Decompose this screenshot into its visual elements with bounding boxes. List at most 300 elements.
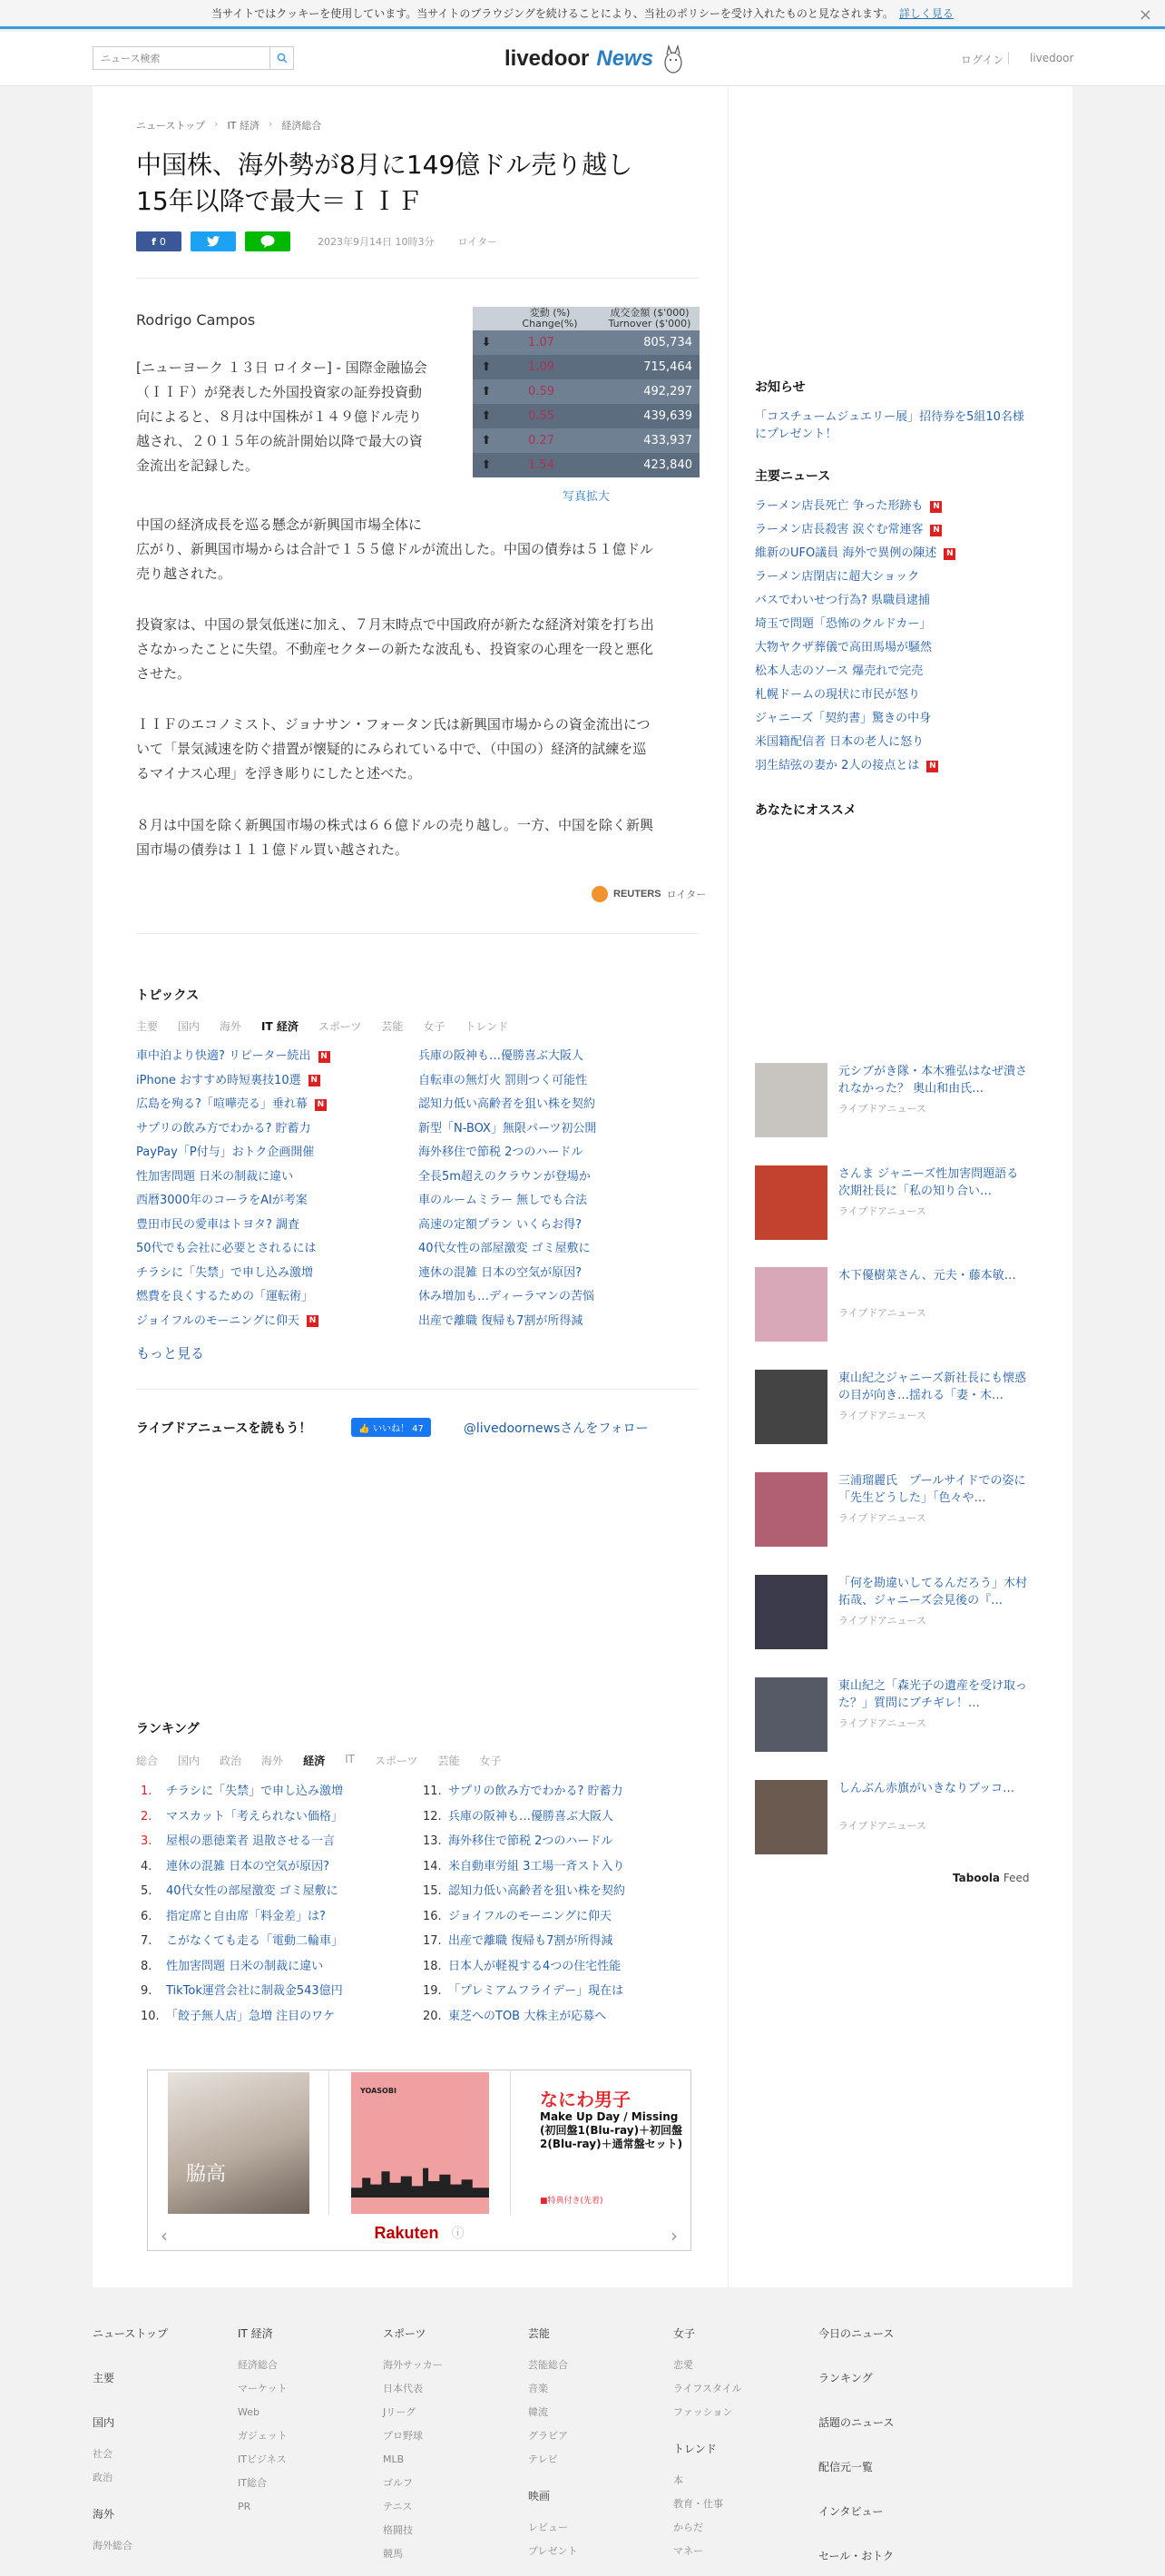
article-photo[interactable] [473,307,700,477]
footer-link[interactable]: IT 経済 [238,2327,273,2340]
footer-link[interactable]: 女子 [673,2327,696,2340]
rank-number: 6. [141,1909,152,1923]
ranking-title-text: チラシに「失禁」で申し込み激増 [166,1785,344,1798]
new-badge: N [318,1051,330,1063]
arrow-up-icon: ⬆ [481,409,492,423]
topic-item[interactable]: 高速の定額プラン いくらお得? [418,1217,582,1232]
new-badge: N [944,548,955,560]
ranking-item[interactable] [423,1954,625,1980]
news-title: ラーメン店長殺害 涙ぐむ常連客 [755,523,924,536]
card-title: 木下優樹菜さん、元夫・藤本敏… [838,1269,1016,1283]
topics-list-left [136,1045,330,1333]
paragraph-line: させた。 [136,665,191,682]
follow-row [136,1418,649,1437]
card-title: 元シブがき隊・本木雅弘はなぜ潰されなかった？ 奥山和由氏… [838,1065,1028,1096]
footer-link[interactable]: 海外総合 [93,2540,132,2551]
topics-tabs [136,1018,508,1034]
rank-number: 17. [423,1934,442,1948]
card-title: 三浦瑠麗氏 プールサイドでの姿に「先生どうした」「色々や… [838,1474,1026,1505]
article-paragraph [136,613,708,686]
topic-item[interactable]: 新型「N-BOX」無限パーツ初公開 [418,1121,597,1136]
taboola-feed-label[interactable] [953,1872,1030,1884]
product-2-title: YOASOBI [360,2087,396,2095]
ranking-title-text: TikTok運営会社に制裁金543億円 [166,1984,343,1998]
reuters-label: ロイター [666,889,707,900]
photo-turnover: 715,464 [643,360,692,374]
topic-title: ジョイフルのモーニングに仰天 [136,1313,300,1328]
recommend-card[interactable] [755,1677,1027,1752]
product-image [351,2072,489,2214]
topic-title: 50代でも会社に必要とされるには [136,1242,317,1255]
recommend-card[interactable] [755,1063,1027,1137]
footer-link[interactable]: ゴルフ [383,2477,413,2489]
footer-column [238,2325,288,2519]
footer-link[interactable]: マーケット [238,2383,288,2394]
paragraph-line: さなかったことに失望。不動産セクターの新たな波乱も、投資家の心理を一段と悪化 [136,641,653,657]
tab-ranking-all[interactable]: 総合 [136,1755,159,1767]
topic-item[interactable]: 認知力低い高齢者を狙い株を契約 [418,1097,596,1111]
rank-number: 18. [423,1959,442,1973]
photo-table-row [473,428,700,453]
photo-turnover: 805,734 [643,336,692,349]
facebook-count: 0 [159,235,166,248]
recommend-card[interactable] [755,1575,1027,1649]
footer-link[interactable]: 今日のニュース [818,2327,895,2340]
paragraph-line: ＩＩＦのエコノミスト、ジョナサン・フォータン氏は新興国市場からの資金流出につ [136,716,651,732]
footer-link[interactable]: インタビュー [818,2505,884,2518]
footer-link[interactable]: セール・おトク [818,2550,895,2562]
footer-link[interactable]: ランキング [818,2372,873,2384]
ranking-item[interactable] [423,1904,625,1930]
paragraph-line: 国市場の債券は１１１億ドル買い越された。 [136,841,409,858]
ranking-item[interactable] [423,1929,625,1954]
ranking-item[interactable] [423,2004,625,2030]
ranking-item[interactable] [141,1879,343,1904]
new-badge: N [930,525,942,536]
paragraph-line: 広がり、新興国市場からは合計で１５５億ドルが流出した。中国の債券は５１億ドル [136,541,654,557]
photo-turnover: 492,297 [643,385,692,398]
news-title: バスでわいせつ行為? 県職員逮捕 [755,594,931,607]
footer-link[interactable]: プロ野球 [383,2430,423,2442]
topic-item[interactable] [136,1045,330,1069]
info-icon[interactable]: ⓘ [451,2227,465,2241]
reuters-credit [592,886,706,902]
main-news-item[interactable] [755,731,955,754]
new-badge: N [930,501,942,513]
tab-topics-women[interactable]: 女子 [423,1020,445,1033]
photo-change: 1.09 [528,360,554,374]
footer-column [93,2325,168,2558]
topic-item[interactable]: 連休の混雑 日本の空気が原因? [418,1265,582,1280]
topic-item[interactable]: 休み増加も…ディーラマンの苦悩 [418,1290,594,1303]
reuters-logo-text: REUTERS [613,889,661,900]
photo-table-row [473,379,700,404]
topic-item[interactable] [136,1069,330,1094]
photo-enlarge-link[interactable]: 写真拡大 [562,490,610,504]
topic-item[interactable]: 車のルームミラー 無しでも合法 [418,1194,588,1207]
topic-title: チラシに「失禁」で申し込み激増 [136,1265,314,1280]
tab-ranking-entertainment[interactable]: 芸能 [437,1755,460,1767]
twitter-share-button[interactable] [191,231,236,251]
paragraph-line: るマイナス心理」を浮き彫りにしたと述べた。 [136,765,422,782]
topic-item[interactable] [136,1165,330,1190]
footer-link[interactable]: 韓流 [528,2406,548,2418]
footer-link[interactable]: ライフスタイル [673,2383,742,2394]
ranking-item[interactable] [141,2004,343,2030]
paragraph-line: 中国の経済成長を巡る懸念が新興国市場全体に [136,516,423,533]
ranking-item[interactable] [423,1779,625,1804]
tab-ranking-it[interactable]: IT [345,1753,355,1765]
footer-link[interactable]: 恋愛 [673,2359,693,2371]
article-paragraph [136,513,708,586]
card-source: ライブドアニュース [838,1307,926,1319]
main-news-item[interactable] [755,683,955,707]
ranking-tabs [136,1753,502,1768]
article-paragraph [136,813,708,862]
rank-number: 13. [423,1834,442,1848]
news-title: ラーメン店長死亡 争った形跡も [755,499,924,513]
article-author: Rodrigo Campos [136,311,256,329]
divider [136,1389,699,1390]
tab-topics-domestic[interactable]: 国内 [178,1020,201,1033]
card-title: 東山紀之「森光子の遺産を受け取った？」質問にブチギレ！… [838,1679,1028,1710]
recommend-title: あなたにオススメ [755,803,857,818]
rank-number: 3. [141,1834,152,1848]
card-source: ライブドアニュース [838,1103,926,1115]
cookie-details-link[interactable]: 詳しく見る [898,7,954,20]
main-news-item[interactable] [755,636,955,660]
photo-turnover: 423,840 [643,458,692,472]
topic-title: iPhone おすすめ時短裏技10選 [136,1073,301,1087]
topic-item[interactable] [136,1117,330,1142]
news-title: 松本人志のソース 爆売れで完売 [755,664,924,678]
ranking-title-text: 40代女性の部屋激変 ゴミ屋敷に [166,1884,338,1898]
arrow-up-icon: ⬆ [481,458,492,472]
ranking-item[interactable] [423,1879,625,1904]
site-logo[interactable] [504,44,686,74]
rank-number: 20. [423,2009,442,2023]
photo-change: 0.27 [528,434,554,447]
product-3-title: なにわ男子 [540,2089,631,2110]
recommend-card[interactable] [755,1780,1027,1854]
breadcrumb-item[interactable]: IT 経済 [227,120,259,132]
product-3-description: Make Up Day / Missing (初回盤1(Blu-ray)＋初回盤2(Blu-ray)＋通常盤セット) [540,2110,683,2150]
topics-title: トピックス [136,988,200,1003]
search-input[interactable] [93,47,269,69]
paragraph-line: 投資家は、中国の景気低迷に加え、７月末時点で中国政府が新たな経済対策を打ち出 [136,616,654,633]
ranking-title: ランキング [136,1722,200,1736]
main-news-item[interactable] [755,589,955,613]
footer-column [383,2325,443,2566]
ad-product-3[interactable] [511,2070,692,2216]
footer-column [818,2325,894,2576]
tab-ranking-women[interactable]: 女子 [479,1755,502,1767]
main-news-item[interactable] [755,542,955,565]
taboola-feed: Feed [1003,1872,1030,1884]
divider [136,933,699,934]
facebook-like-button[interactable]: 👍 いいね！ 47 [351,1418,431,1437]
news-title: 羽生結弦の妻か 2人の接点とは [755,759,920,772]
footer-link[interactable]: テニス [383,2501,413,2512]
mascot-icon [661,44,686,74]
footer-link[interactable]: ITビジネス [238,2453,287,2465]
photo-change: 0.59 [528,385,554,398]
arrow-down-icon: ⬇ [481,336,492,349]
footer-link[interactable]: マネー [673,2545,703,2557]
card-source: ライブドアニュース [838,1205,926,1217]
cookie-banner [0,0,1165,29]
rakuten-logo[interactable]: Rakuten [374,2223,439,2242]
footer-link[interactable]: 経済総合 [238,2359,278,2371]
footer-column [528,2325,578,2563]
footer-link[interactable]: 映画 [528,2490,551,2502]
tab-ranking-politics[interactable]: 政治 [220,1755,242,1767]
footer-link[interactable]: ニューストップ [93,2327,169,2340]
footer-link[interactable]: 競馬 [383,2548,403,2560]
divider [136,278,699,279]
footer-link[interactable]: Jリーグ [383,2406,416,2418]
logo-news: News [596,46,654,71]
photo-turnover: 433,937 [643,434,692,447]
footer-link[interactable]: 芸能 [528,2327,551,2340]
ranking-item[interactable] [423,1804,625,1830]
photo-change: 0.55 [528,409,554,423]
new-badge: N [307,1315,318,1327]
topic-item[interactable]: 全長5m超えのクラウンが登場か [418,1169,591,1184]
photo-turnover: 439,639 [643,409,692,423]
topic-item[interactable] [136,1214,330,1238]
search-icon [277,53,288,64]
footer-link[interactable]: 話題のニュース [818,2416,895,2429]
topic-item[interactable]: 海外移住で節税 2つのハードル [418,1145,583,1159]
footer-link[interactable]: 海外サッカー [383,2359,443,2371]
ranking-title-text: 出産で離職 復帰も7割が所得減 [448,1934,613,1948]
ad-product-2[interactable] [329,2070,511,2216]
topic-item[interactable] [136,1237,330,1262]
topic-item[interactable] [136,1262,330,1286]
rank-number: 9. [141,1984,152,1998]
recommend-card[interactable] [755,1267,1027,1342]
footer-link[interactable]: 主要 [93,2372,115,2384]
main-news-item[interactable] [755,754,955,778]
main-news-title: 主要ニュース [755,469,831,484]
ranking-title-text: 屋根の悪徳業者 退散させる一言 [166,1834,336,1848]
footer-link[interactable]: IT総合 [238,2477,267,2489]
card-thumbnail [755,1267,827,1342]
site-header [0,32,1165,86]
new-badge: N [308,1075,320,1086]
ranking-item[interactable] [141,1954,343,1980]
ranking-item[interactable] [423,1979,625,2004]
footer-link[interactable]: PR [238,2501,251,2512]
card-source: ライブドアニュース [838,1512,926,1524]
tab-topics-main[interactable]: 主要 [136,1020,159,1033]
chevron-right-icon: › [214,118,219,130]
main-news-item[interactable] [755,518,955,542]
footer-link[interactable]: 政治 [93,2472,113,2483]
ranking-item[interactable] [141,1804,343,1830]
footer-link[interactable]: 配信元一覧 [818,2461,874,2473]
topic-item[interactable]: 40代女性の部屋激変 ゴミ屋敷に [418,1242,591,1255]
footer-link[interactable]: ガジェット [238,2430,288,2442]
ranking-list-right [423,1779,625,2029]
twitter-follow-link[interactable]: @livedoornewsさんをフォロー [463,1421,649,1436]
article-source[interactable]: ロイター [457,236,498,248]
photo-change: 1.54 [528,458,554,472]
line-share-button[interactable] [245,231,290,251]
news-title: 米国籍配信者 日本の老人に怒り [755,735,925,749]
paragraph-line: [ニューヨーク １３日 ロイター] - 国際金融協会 [136,359,427,376]
main-news-item[interactable] [755,565,955,589]
breadcrumb [136,118,321,133]
search-box [93,46,294,70]
footer-link[interactable]: 教育・仕事 [673,2498,723,2510]
photo-header-change-en: Change(%) [522,318,578,329]
news-title: ジャニーズ「契約書」驚きの中身 [755,712,932,725]
product-1-title: 脇高 [186,2163,227,2186]
ranking-item[interactable] [141,1929,343,1954]
search-button[interactable] [269,47,293,69]
main-news-item[interactable] [755,495,955,518]
footer-link[interactable]: スポーツ [383,2327,426,2340]
tab-topics-sports[interactable]: スポーツ [318,1020,362,1033]
topic-item[interactable]: 自転車の無灯火 罰則つく可能性 [418,1073,588,1087]
topic-item[interactable] [136,1285,330,1310]
footer-link[interactable]: 本 [673,2474,683,2486]
topics-list-right [418,1045,596,1333]
footer-link[interactable]: 国内 [93,2416,115,2429]
ranking-title-text: 米自動車労組 3工場一斉スト入り [448,1859,625,1873]
topic-item[interactable]: 出産で離職 復帰も7割が所得減 [418,1313,583,1328]
ranking-title-text: こがなくても走る「電動二輪車」 [166,1934,344,1948]
facebook-icon: f [152,235,156,248]
photo-table-header [473,307,700,330]
topic-title: 車中泊より快適? リピーター続出 [136,1049,311,1063]
livedoor-link[interactable]: livedoor [1030,52,1074,64]
login-link[interactable]: ログイン [961,54,1004,66]
article-date: 2023年9月14日 10時3分 [318,236,435,248]
tab-ranking-economy[interactable]: 経済 [303,1755,326,1767]
tab-topics-entertainment[interactable]: 芸能 [381,1020,404,1033]
tab-ranking-domestic[interactable]: 国内 [178,1755,201,1767]
photo-table-row [473,330,700,355]
footer-link[interactable]: 格闘技 [383,2524,413,2536]
breadcrumb-item[interactable]: ニューストップ [136,120,206,132]
topic-item[interactable] [136,1189,330,1214]
topic-item[interactable] [136,1093,330,1117]
rank-number: 16. [423,1909,442,1923]
chevron-left-icon[interactable]: ‹ [161,2225,168,2247]
ranking-title-text: 指定席と自由席「料金差」は? [166,1909,326,1923]
tab-ranking-world[interactable]: 海外 [261,1755,284,1767]
footer-link[interactable]: 海外 [93,2508,115,2521]
recommend-card[interactable] [755,1165,1031,1240]
ranking-item[interactable] [141,1904,343,1930]
footer-link[interactable]: プレゼント [528,2545,578,2557]
topics-more-link[interactable]: もっと見る [136,1345,205,1362]
logo-livedoor: livedoor [504,46,590,71]
footer-link[interactable]: ファッション [673,2406,733,2418]
ranking-item[interactable] [141,1779,343,1804]
photo-header-turnover-en: Turnover ($'000) [608,318,691,329]
rank-number: 8. [141,1959,152,1973]
ranking-title-text: マスカット「考えられない価格」 [166,1809,343,1824]
topic-title: 広島を殉る?「喧嘩売る」垂れ幕 [136,1097,308,1111]
rank-number: 14. [423,1859,442,1873]
footer-link[interactable]: グラビア [528,2430,568,2442]
card-thumbnail [755,1472,827,1547]
notice-link[interactable]: 「コスチュームジュエリー展」招待券を5組10名様にプレゼント！ [755,410,1024,441]
topic-item[interactable] [136,1310,330,1334]
topic-title: 性加害問題 日米の制裁に違い [136,1169,294,1184]
follow-label: ライブドアニュースを読もう！ [136,1421,312,1436]
paragraph-line: 売り越された。 [136,565,232,582]
ranking-title-text: サプリの飲み方でわかる? 貯蓄力 [448,1785,623,1798]
rank-number: 5. [141,1884,152,1898]
chevron-right-icon[interactable]: › [671,2225,678,2247]
ranking-item[interactable] [423,1829,625,1854]
main-news-item[interactable] [755,707,955,731]
site-footer [0,2287,1165,2551]
topic-title: サプリの飲み方でわかる? 貯蓄力 [136,1121,311,1136]
ad-product-1[interactable] [148,2070,329,2216]
tab-ranking-sports[interactable]: スポーツ [374,1755,418,1767]
tab-topics-it-economy[interactable]: IT 経済 [261,1020,299,1033]
footer-link[interactable]: 音楽 [528,2383,548,2394]
card-thumbnail [755,1575,827,1649]
ranking-item[interactable] [141,1829,343,1854]
footer-link[interactable]: 芸能総合 [528,2359,568,2371]
paragraph-line: 越され、２０１５年の統計開始以降で最大の資 [136,433,423,449]
arrow-up-icon: ⬆ [481,385,492,398]
footer-link[interactable]: テレビ [528,2453,558,2465]
tab-topics-world[interactable]: 海外 [220,1020,242,1033]
ranking-item[interactable] [141,1979,343,2004]
footer-link[interactable]: MLB [383,2453,405,2465]
footer-link[interactable]: Web [238,2406,259,2418]
news-title: 埼玉で問題「恐怖のクルドカー」 [755,617,932,631]
product-image [168,2072,309,2214]
footer-link[interactable]: 社会 [93,2448,113,2460]
topic-item[interactable]: 兵庫の阪神も…優勝喜ぶ大阪人 [418,1049,584,1063]
main-news-item[interactable] [755,613,955,636]
card-thumbnail [755,1165,827,1240]
article-paragraph [136,356,463,478]
card-title: しんぶん赤旗がいきなりブッコ… [838,1782,1015,1795]
photo-change: 1.07 [528,336,554,349]
main-news-item[interactable] [755,660,955,683]
breadcrumb-item[interactable]: 経済総合 [281,120,322,132]
rank-number: 4. [141,1859,152,1873]
tab-topics-trend[interactable]: トレンド [465,1020,509,1033]
news-title: 維新のUFO議員 海外で異例の陳述 [755,546,937,560]
ranking-item[interactable] [141,1854,343,1880]
footer-link[interactable]: からだ [673,2522,703,2533]
close-icon[interactable]: × [1138,5,1152,25]
topic-item[interactable] [136,1141,330,1165]
rank-number: 1. [141,1785,152,1798]
twitter-icon [207,236,220,247]
footer-link[interactable]: トレンド [673,2443,717,2455]
footer-link[interactable]: 日本代表 [383,2383,423,2394]
recommend-card[interactable] [755,1370,1027,1444]
ranking-item[interactable] [423,1854,625,1880]
recommend-card[interactable] [755,1472,1027,1547]
chevron-right-icon: › [269,118,273,130]
photo-table-row [473,453,700,477]
footer-link[interactable]: レビュー [528,2522,568,2533]
facebook-share-button[interactable] [136,231,181,251]
